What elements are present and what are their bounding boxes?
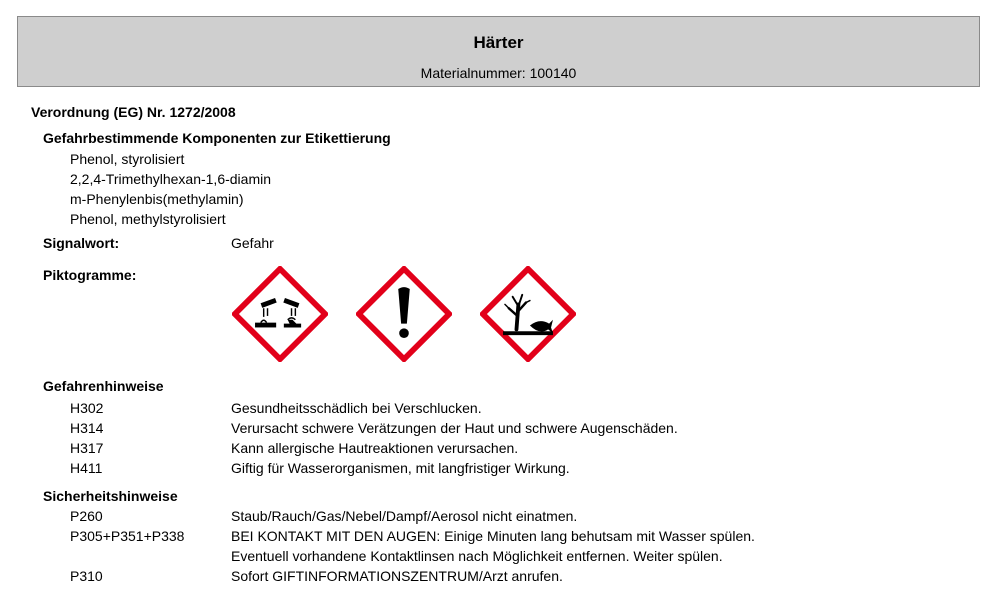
component-item: 2,2,4-Trimethylhexan-1,6-diamin — [70, 171, 272, 187]
component-item: m-Phenylenbis(methylamin) — [70, 191, 244, 207]
hazard-code: H411 — [70, 460, 103, 476]
product-title: Härter — [473, 33, 524, 52]
component-item: Phenol, methylstyrolisiert — [70, 211, 226, 227]
component-item: Phenol, styrolisiert — [70, 151, 185, 167]
precautionary-statements-heading: Sicherheitshinweise — [43, 488, 178, 504]
signal-word-label: Signalwort: — [43, 235, 120, 251]
hazard-text: Verursacht schwere Verätzungen der Haut und schwere Augenschäden. — [231, 420, 678, 436]
precaution-text: Sofort GIFTINFORMATIONSZENTRUM/Arzt anrufen. — [231, 568, 563, 584]
document-header — [17, 16, 980, 87]
regulation-heading: Verordnung (EG) Nr. 1272/2008 — [31, 104, 236, 120]
signal-word-value: Gefahr — [231, 235, 274, 251]
pictograms-label: Piktogramme: — [43, 267, 137, 283]
precaution-code: P305+P351+P338 — [70, 528, 185, 544]
precaution-text: BEI KONTAKT MIT DEN AUGEN: Einige Minuten lang behutsam mit Wasser spülen. — [231, 528, 755, 544]
precaution-code: P260 — [70, 508, 103, 524]
hazard-code: H317 — [70, 440, 104, 456]
exclamation-mark-icon — [356, 266, 452, 362]
hazard-code: H302 — [70, 400, 104, 416]
hazard-text: Giftig für Wasserorganismen, mit langfristiger Wirkung. — [231, 460, 570, 476]
environment-icon — [480, 266, 576, 362]
precaution-text: Eventuell vorhandene Kontaktlinsen nach Möglichkeit entfernen. Weiter spülen. — [231, 548, 723, 564]
hazard-text: Gesundheitsschädlich bei Verschlucken. — [231, 400, 482, 416]
components-heading: Gefahrbestimmende Komponenten zur Etikettierung — [43, 130, 391, 146]
material-number: Materialnummer: 100140 — [420, 65, 577, 81]
corrosion-icon — [232, 266, 328, 362]
precaution-text: Staub/Rauch/Gas/Nebel/Dampf/Aerosol nicht einatmen. — [231, 508, 578, 524]
hazard-code: H314 — [70, 420, 104, 436]
precaution-code: P310 — [70, 568, 103, 584]
hazard-text: Kann allergische Hautreaktionen verursachen. — [231, 440, 519, 456]
hazard-statements-heading: Gefahrenhinweise — [43, 378, 164, 394]
